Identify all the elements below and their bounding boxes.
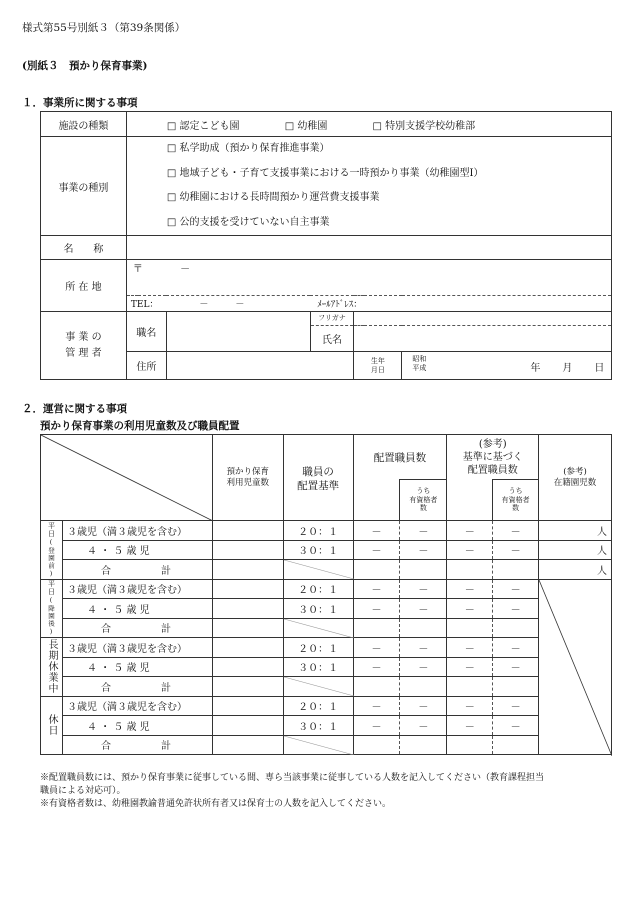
tel-dashes: － － [199, 300, 245, 310]
table-row [41, 638, 612, 658]
birth-label: 生年 月日 [354, 352, 402, 380]
address-field[interactable] [126, 260, 611, 296]
furigana-field[interactable] [354, 312, 612, 326]
age-label: ３歳児（満３歳児を含む） [62, 638, 212, 658]
staff-count-cell[interactable]: － [400, 638, 447, 658]
diagonal-line [41, 435, 213, 521]
ref-staff-cell[interactable]: － [493, 540, 539, 560]
contact-field[interactable] [126, 296, 611, 312]
staff-count-cell[interactable] [400, 618, 447, 638]
header-qualified: うち 有資格者 数 [400, 480, 447, 521]
age-label: 合 計 [62, 677, 212, 697]
period-label-main: 長期休業中 [45, 639, 57, 695]
ref-staff-cell[interactable]: － [447, 540, 493, 560]
users-field[interactable] [212, 716, 283, 736]
period-label [41, 696, 63, 755]
staff-count-cell[interactable] [400, 735, 447, 755]
ref-staff-cell[interactable] [493, 677, 539, 697]
table-row [41, 657, 612, 677]
header-ref-qualified: うち 有資格者 数 [493, 480, 539, 521]
ref-staff-cell[interactable]: － [447, 638, 493, 658]
section1-heading: １．事業所に関する事項 [22, 97, 138, 109]
staff-count-cell[interactable]: － [353, 716, 400, 736]
ref-staff-cell[interactable]: － [493, 579, 539, 599]
postal-dash: － [180, 264, 191, 275]
ref-staff-cell[interactable]: － [447, 657, 493, 677]
users-field[interactable] [212, 599, 283, 619]
age-label: 合 計 [62, 618, 212, 638]
header-ref-staff: (参考) 基準に基づく 配置職員数 [447, 435, 539, 480]
staff-count-cell[interactable]: － [400, 521, 447, 541]
option-ichiji[interactable]: □ 地域子ども・子育て支援事業における一時預かり事業（幼稚園型Ⅰ） [166, 167, 484, 179]
staff-count-cell[interactable] [353, 560, 400, 580]
ratio-cell: ２０：１ [283, 579, 353, 599]
option-jishu[interactable]: □ 公的支援を受けていない自主事業 [166, 216, 330, 228]
period-label-main: 平日 [47, 580, 56, 596]
table-row [41, 735, 612, 755]
option-choujikan[interactable]: □ 幼稚園における長時間預かり運営費支援事業 [166, 192, 380, 203]
users-field[interactable] [212, 560, 283, 580]
enrolled-na [539, 579, 612, 755]
ref-staff-cell[interactable] [447, 618, 493, 638]
name-field[interactable] [126, 236, 611, 260]
ref-staff-cell[interactable]: － [493, 599, 539, 619]
ref-staff-cell[interactable]: － [493, 696, 539, 716]
person-name-field[interactable] [354, 326, 612, 352]
ref-staff-cell[interactable]: － [447, 696, 493, 716]
age-label: 合 計 [62, 560, 212, 580]
ratio-cell [283, 618, 353, 638]
ratio-cell [283, 560, 353, 580]
month-label: 月 [562, 363, 573, 374]
users-field[interactable] [212, 735, 283, 755]
age-label: ４ ・ ５ 歳 児 [62, 716, 212, 736]
age-label: ３歳児（満３歳児を含む） [62, 579, 212, 599]
note-3: ※有資格者数は、幼稚園教諭普通免許状所有者又は保育士の人数を記入してください。 [40, 799, 392, 809]
table-row [41, 618, 612, 638]
table-row [41, 540, 612, 560]
staff-count-cell[interactable]: － [353, 579, 400, 599]
ref-staff-cell[interactable] [493, 560, 539, 580]
option-shigaku[interactable]: □ 私学助成（預かり保育推進事業） [166, 143, 330, 154]
facility-type-options [126, 112, 611, 137]
enrolled-field[interactable]: 人 [539, 560, 612, 580]
tel-label: TEL： [130, 300, 159, 310]
diagonal-line [539, 580, 612, 756]
users-field[interactable] [212, 540, 283, 560]
staff-count-cell[interactable]: － [400, 716, 447, 736]
era-label: 昭和 平成 [412, 355, 427, 372]
business-type-label: 事業の種別 [41, 137, 127, 236]
staff-count-cell[interactable]: － [353, 599, 400, 619]
diagonal-line [284, 677, 354, 696]
users-field[interactable] [212, 618, 283, 638]
operations-table [40, 434, 612, 755]
enrolled-field[interactable]: 人 [539, 521, 612, 541]
ratio-cell: ２０：１ [283, 696, 353, 716]
staff-count-cell[interactable] [353, 735, 400, 755]
business-type-options [126, 137, 611, 236]
age-label: 合 計 [62, 735, 212, 755]
ratio-cell: ３０：１ [283, 716, 353, 736]
year-label: 年 [530, 363, 541, 374]
notes [40, 770, 544, 809]
period-label [41, 638, 63, 697]
staff-count-cell[interactable]: － [353, 696, 400, 716]
ref-staff-cell[interactable]: － [447, 599, 493, 619]
age-label: ３歳児（満３歳児を含む） [62, 521, 212, 541]
age-label: ４ ・ ５ 歳 児 [62, 657, 212, 677]
ref-staff-cell[interactable]: － [493, 657, 539, 677]
mail-label: ﾒｰﾙｱﾄﾞﾚｽ： [317, 300, 363, 310]
person-name-label: 氏名 [310, 326, 354, 352]
age-label: ４ ・ ５ 歳 児 [62, 540, 212, 560]
header-staff-count-blank [353, 480, 400, 521]
diagonal-line [284, 560, 354, 579]
ratio-cell [283, 735, 353, 755]
ref-staff-cell[interactable] [447, 677, 493, 697]
subtitle: (別紙３ 預かり保育事業) [22, 60, 148, 72]
users-field[interactable] [212, 579, 283, 599]
users-field[interactable] [212, 521, 283, 541]
option-youchien[interactable]: □ 幼稚園 [284, 120, 328, 132]
header-staff-ratio: 職員の 配置基準 [283, 435, 353, 521]
table-row [41, 521, 612, 541]
ratio-cell: ３０：１ [283, 599, 353, 619]
period-label [41, 579, 63, 638]
day-label: 日 [594, 363, 605, 374]
age-label: ３歳児（満３歳児を含む） [62, 696, 212, 716]
table-row [41, 579, 612, 599]
age-label: ４ ・ ５ 歳 児 [62, 599, 212, 619]
residence-label: 住所 [126, 352, 166, 380]
diagonal-header [41, 435, 213, 521]
table-row [41, 696, 612, 716]
option-kodomoen[interactable]: □ 認定こども園 [166, 120, 240, 132]
ratio-cell: ３０：１ [283, 657, 353, 677]
staff-count-cell[interactable]: － [353, 638, 400, 658]
header-users: 預かり保育 利用児童数 [212, 435, 283, 521]
table-row [41, 599, 612, 619]
job-field[interactable] [166, 312, 310, 352]
users-field[interactable] [212, 657, 283, 677]
period-label [41, 521, 63, 580]
users-field[interactable] [212, 638, 283, 658]
ref-staff-cell[interactable] [493, 618, 539, 638]
ref-staff-cell[interactable]: － [493, 716, 539, 736]
address-label: 所 在 地 [41, 260, 127, 312]
users-field[interactable] [212, 696, 283, 716]
diagonal-line [284, 736, 354, 755]
staff-count-cell[interactable] [400, 560, 447, 580]
table-row [41, 716, 612, 736]
ratio-cell: ２０：１ [283, 638, 353, 658]
staff-count-cell[interactable]: － [353, 657, 400, 677]
period-label-main: 平日 [47, 521, 56, 538]
ref-staff-cell[interactable]: － [447, 579, 493, 599]
header-ref-enrolled: (参考) 在籍園児数 [539, 435, 612, 521]
ref-staff-cell[interactable]: － [493, 638, 539, 658]
ref-staff-cell[interactable]: － [447, 521, 493, 541]
name-label: 名 称 [41, 236, 127, 260]
manager-label: 事 業 の 管 理 者 [41, 312, 127, 380]
staff-count-cell[interactable] [353, 677, 400, 697]
period-label-sub: (登園前) [46, 537, 55, 578]
staff-count-cell[interactable]: － [400, 579, 447, 599]
option-tokubetsu[interactable]: □ 特別支援学校幼稚部 [372, 120, 476, 132]
staff-count-cell[interactable]: － [400, 540, 447, 560]
header-staff-count: 配置職員数 [353, 435, 447, 480]
furigana-label: フリガナ [310, 312, 354, 326]
ref-staff-cell[interactable] [447, 735, 493, 755]
ref-staff-cell[interactable] [447, 560, 493, 580]
ref-staff-cell[interactable]: － [493, 521, 539, 541]
staff-count-cell[interactable]: － [400, 696, 447, 716]
staff-count-cell[interactable]: － [400, 657, 447, 677]
facility-type-label: 施設の種類 [41, 112, 127, 137]
table-row [41, 677, 612, 697]
users-field[interactable] [212, 677, 283, 697]
facility-table [40, 111, 612, 380]
staff-count-cell[interactable] [400, 677, 447, 697]
ratio-cell [283, 677, 353, 697]
residence-field[interactable] [166, 352, 354, 380]
postal-mark: 〒 [132, 264, 143, 275]
section2-heading: ２．運営に関する事項 [22, 403, 127, 415]
ratio-cell: ２０：１ [283, 521, 353, 541]
ref-staff-cell[interactable]: － [447, 716, 493, 736]
header-ref-blank [447, 480, 493, 521]
staff-count-cell[interactable]: － [400, 599, 447, 619]
staff-count-cell[interactable]: － [353, 540, 400, 560]
table-row [41, 560, 612, 580]
staff-count-cell[interactable] [353, 618, 400, 638]
period-label-sub: (降園後) [46, 596, 55, 637]
ratio-cell: ３０：１ [283, 540, 353, 560]
staff-count-cell[interactable]: － [353, 521, 400, 541]
period-label-main: 休日 [45, 714, 57, 737]
ref-staff-cell[interactable] [493, 735, 539, 755]
note-2: 職員による対応可）。 [40, 786, 126, 796]
birth-field[interactable] [402, 352, 612, 380]
form-title: 様式第55号別紙３（第39条関係） [22, 22, 186, 34]
note-1: ※配置職員数には、預かり保育事業に従事している間、専ら当該事業に従事している人数を記入してください（教育課程担当 [40, 773, 545, 783]
diagonal-line [284, 619, 354, 638]
section2-subheading: 預かり保育事業の利用児童数及び職員配置 [40, 420, 240, 432]
enrolled-field[interactable]: 人 [539, 540, 612, 560]
job-label: 職名 [126, 312, 166, 352]
